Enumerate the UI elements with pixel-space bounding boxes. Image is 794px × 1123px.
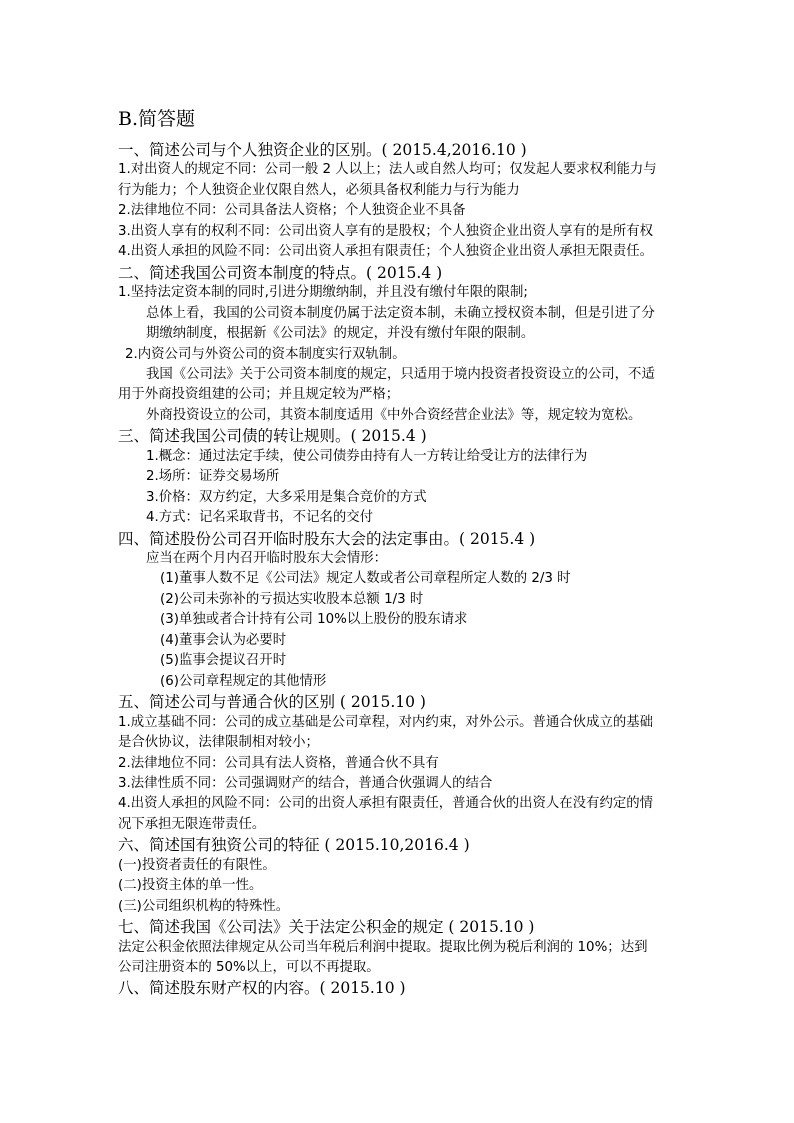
answer-line: 法定公积金依照法律规定从公司当年税后利润中提取。提取比例为税后利润的 10%；达到 xyxy=(118,939,648,955)
answer-line: 1.成立基础不同：公司的成立基础是公司章程，对内约束，对外公示。普通合伙成立的基础 xyxy=(118,714,654,730)
answer-line: (6)公司章程规定的其他情形 xyxy=(160,673,327,689)
answer-line: 4.方式：记名采取背书，不记名的交付 xyxy=(146,510,374,526)
section-title: B.简答题 xyxy=(118,108,196,130)
answer-line: 用于外商投资组建的公司；并且规定较为严格； xyxy=(118,387,400,403)
answer-line: (1)董事人数不足《公司法》规定人数或者公司章程所定人数的 2/3 时 xyxy=(160,571,571,587)
answer-line: 公司注册资本的 50%以上，可以不再提取。 xyxy=(118,960,380,975)
answer-line: 1.概念：通过法定手续，使公司债券由持有人一方转让给受让方的法律行为 xyxy=(146,448,588,464)
answer-line: 3.价格：双方约定，大多采用是集合竞价的方式 xyxy=(146,489,427,505)
answer-line: 2.法律地位不同：公司具备法人资格；个人独资企业不具备 xyxy=(118,203,466,219)
question-heading: 八、简述股东财产权的内容。( 2015.10 ) xyxy=(118,979,406,998)
answer-line: 1.对出资人的规定不同：公司一般 2 人以上；法人或自然人均可；仅发起人要求权利能力与 xyxy=(118,162,657,178)
answer-line: 应当在两个月内召开临时股东大会情形： xyxy=(146,551,388,566)
answer-line: (2)公司未弥补的亏损达实收股本总额 1/3 时 xyxy=(160,591,424,607)
answer-line: (三)公司组织机构的特殊性。 xyxy=(118,898,290,914)
answer-line: 3.出资人享有的权利不同：公司出资人享有的是股权；个人独资企业出资人享有的是所有权 xyxy=(118,223,654,239)
answer-line: 是合伙协议，法律限制相对较小； xyxy=(118,735,319,751)
answer-line: (5)监事会提议召开时 xyxy=(160,653,287,669)
answer-line: (3)单独或者合计持有公司 10%以上股份的股东请求 xyxy=(160,612,468,628)
answer-line: (二)投资主体的单一性。 xyxy=(118,878,263,894)
answer-line: 4.出资人承担的风险不同：公司出资人承担有限责任；个人独资企业出资人承担无限责任。 xyxy=(118,244,654,260)
answer-line: 4.出资人承担的风险不同：公司的出资人承担有限责任，普通合伙的出资人在没有约定的情 xyxy=(118,796,654,812)
answer-line: 2.场所：证券交易场所 xyxy=(146,469,280,485)
answer-line: 2.法律地位不同：公司具有法人资格，普通合伙不具有 xyxy=(118,755,439,771)
answer-line: (一)投资者责任的有限性。 xyxy=(118,857,276,873)
answer-line: 我国《公司法》关于公司资本制度的规定，只适用于境内投资者投资设立的公司，不适 xyxy=(146,366,655,382)
question-heading: 三、简述我国公司债的转让规则。( 2015.4 ) xyxy=(118,427,427,446)
question-heading: 一、简述公司与个人独资企业的区别。( 2015.4,2016.10 ) xyxy=(118,141,527,159)
question-heading: 六、简述国有独资公司的特征 ( 2015.10,2016.4 ) xyxy=(118,836,470,855)
question-heading: 二、简述我国公司资本制度的特点。( 2015.4 ) xyxy=(118,263,443,282)
question-heading: 四、简述股份公司召开临时股东大会的法定事由。( 2015.4 ) xyxy=(118,529,536,548)
answer-line: 总体上看，我国的公司资本制度仍属于法定资本制，未确立授权资本制，但是引进了分 xyxy=(146,305,655,321)
answer-line: 外商投资设立的公司，其资本制度适用《中外合资经营企业法》等，规定较为宽松。 xyxy=(146,407,642,423)
answer-line: 况下承担无限连带责任。 xyxy=(118,816,266,832)
answer-line: 1.坚持法定资本制的同时,引进分期缴纳制，并且没有缴付年限的限制; xyxy=(118,285,528,301)
answer-line: 期缴纳制度，根据新《公司法》的规定，并没有缴付年限的限制。 xyxy=(146,326,535,342)
question-heading: 七、简述我国《公司法》关于法定公积金的规定 ( 2015.10 ) xyxy=(118,918,535,937)
answer-line: 行为能力；个人独资企业仅限自然人，必须具备权利能力与行为能力 xyxy=(118,182,520,198)
answer-line: (4)董事会认为必要时 xyxy=(160,632,287,648)
answer-line: 2.内资公司与外资公司的资本制度实行双轨制。 xyxy=(125,346,406,362)
question-heading: 五、简述公司与普通合伙的区别 ( 2015.10 ) xyxy=(118,693,426,712)
answer-line: 3.法律性质不同：公司强调财产的结合，普通合伙强调人的结合 xyxy=(118,775,493,791)
